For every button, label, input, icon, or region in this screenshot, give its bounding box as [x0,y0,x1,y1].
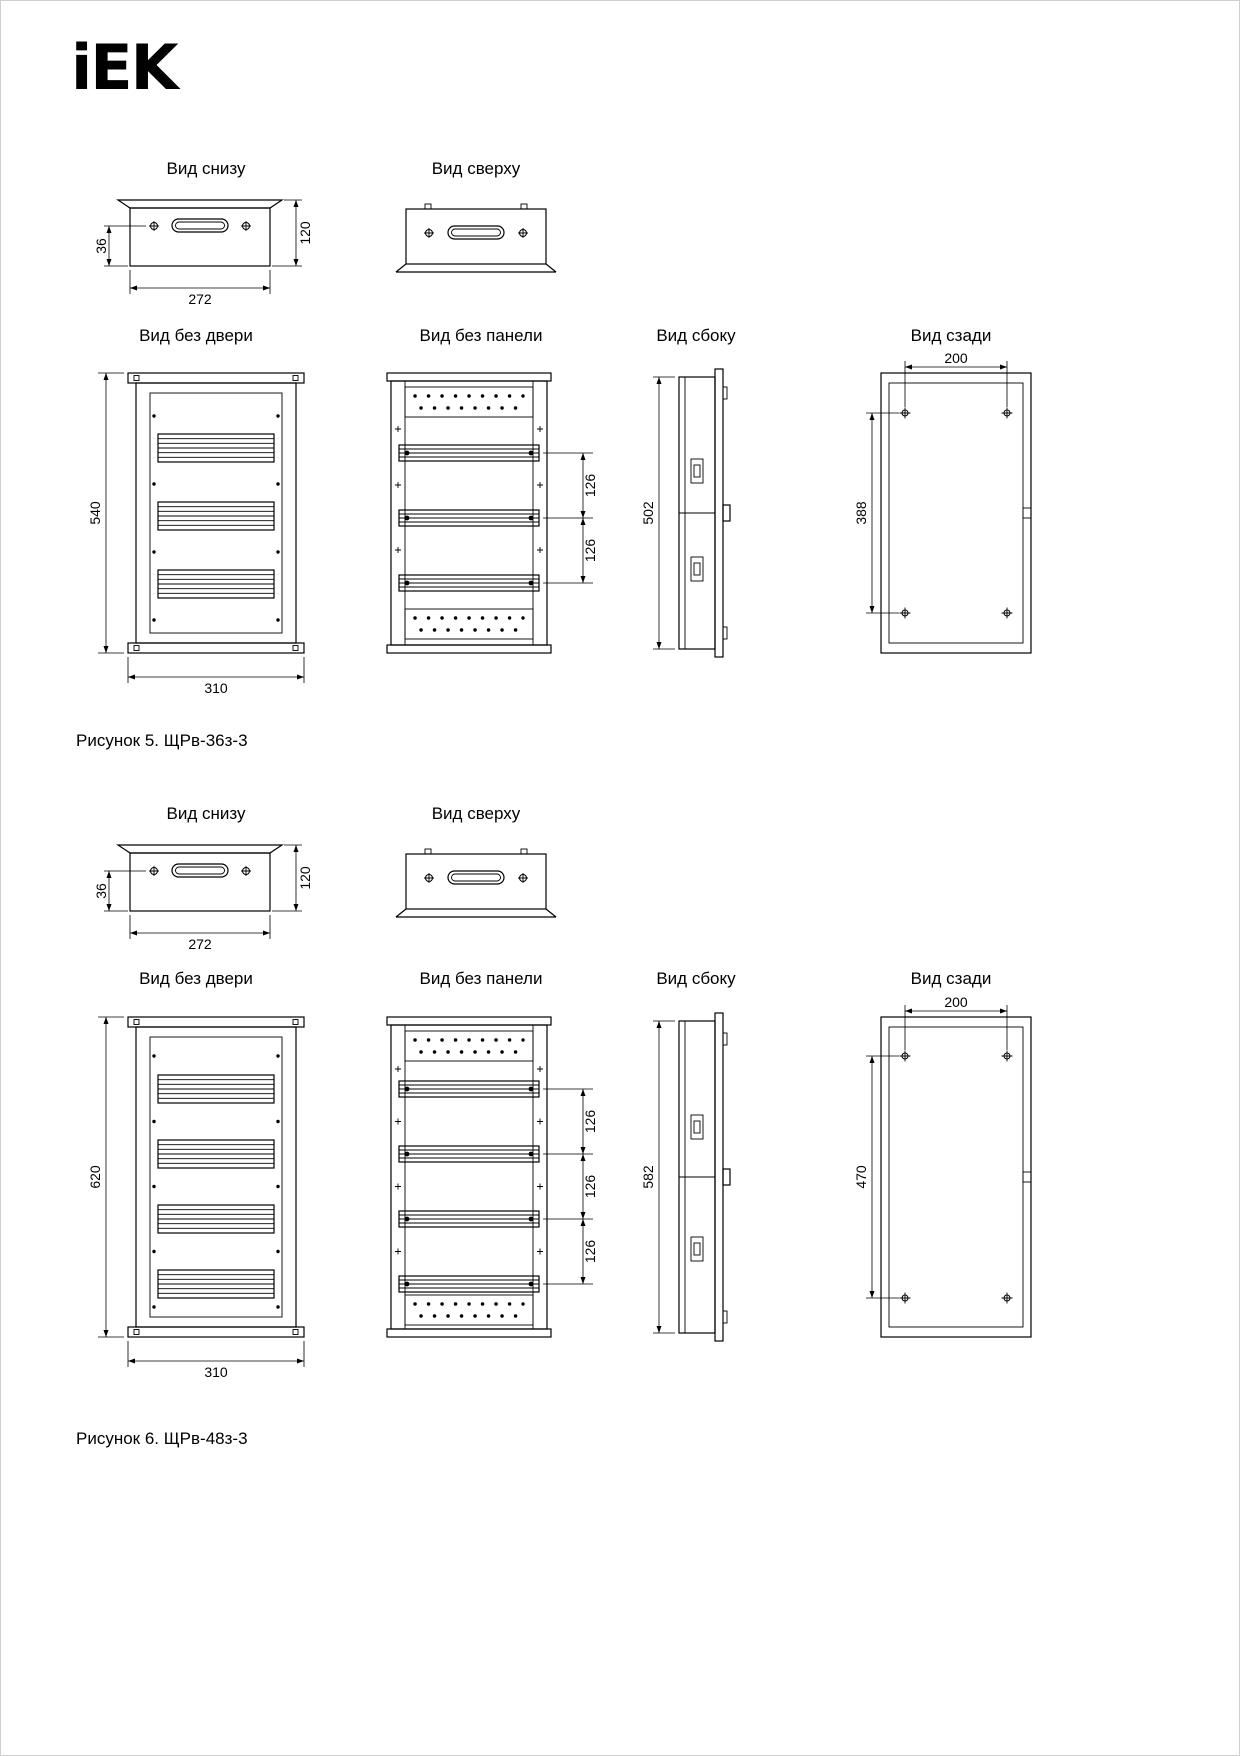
bottom-view-drawing-2 [93,831,316,966]
iek-logo: iEK [71,31,177,104]
view-title-side: Вид сбоку [656,326,736,345]
rear-view-drawing [853,350,1046,698]
dim-width-label: 272 [188,291,212,307]
dim-height-label: 388 [853,501,869,525]
no-panel-view-drawing [361,353,601,698]
bottom-view-drawing [93,186,316,321]
rear-view-dimensions [853,350,1007,613]
view-title-bottom: Вид снизу [166,159,246,178]
view-title-rear-2: Вид сзади [910,969,992,988]
dim-depth-label: 120 [297,221,313,245]
view-title-bottom-2: Вид снизу [166,804,246,823]
view-title-no-door: Вид без двери [139,326,253,345]
dim-rail-2-label: 126 [582,538,598,563]
side-view-outline [679,1013,730,1341]
rear-view-outline [881,1017,1031,1337]
dim-offset-label: 36 [93,238,109,254]
dim-offset-label: 36 [93,883,109,899]
dim-width-label: 200 [944,350,968,366]
dim-height-label: 470 [853,1165,869,1189]
no-panel-outline [387,373,551,653]
no-door-outline [128,1017,304,1337]
dim-width-label: 310 [204,680,228,696]
side-view-dimensions [640,377,675,649]
dim-width-label: 272 [188,936,212,952]
dim-depth-label: 120 [297,866,313,890]
dim-rail-2-label: 126 [582,1174,598,1199]
top-view-outline [396,204,556,272]
dim-height-label: 540 [87,501,103,525]
dim-height-label: 502 [640,501,656,525]
view-title-no-panel: Вид без панели [419,326,543,345]
dim-width-label: 200 [944,994,968,1010]
no-door-view-drawing-2 [76,997,316,1382]
bottom-view-outline [118,845,282,911]
dim-rail-1-label: 126 [582,1109,598,1134]
side-view-dimensions [640,1021,675,1333]
no-door-dimensions [87,373,304,696]
view-title-no-panel-2: Вид без панели [419,969,543,988]
view-title-side-2: Вид сбоку [656,969,736,988]
top-view-drawing-2 [391,836,561,946]
dim-height-label: 620 [87,1165,103,1189]
no-panel-dimensions [543,453,598,583]
view-title-rear: Вид сзади [910,326,992,345]
bottom-view-dimensions [93,200,313,307]
bottom-view-outline [118,200,282,266]
top-view-outline [396,849,556,917]
side-view-drawing-2 [641,997,751,1382]
figure-6-caption: Рисунок 6. ЩРв-48з-3 [76,1429,248,1448]
no-panel-dimensions [543,1089,598,1284]
figure-5-caption: Рисунок 5. ЩРв-36з-3 [76,731,248,750]
no-panel-outline [387,1017,551,1337]
side-view-outline [679,369,730,657]
dim-rail-1-label: 126 [582,473,598,498]
rear-view-drawing-2 [853,994,1046,1382]
dim-rail-3-label: 126 [582,1239,598,1264]
view-title-top-2: Вид сверху [431,804,521,823]
rear-view-outline [881,373,1031,653]
rear-view-dimensions [853,994,1007,1298]
view-title-top: Вид сверху [431,159,521,178]
top-view-drawing [391,191,561,301]
bottom-view-dimensions [93,845,313,952]
no-door-outline [128,373,304,653]
no-door-view-drawing [76,353,316,698]
no-door-dimensions [87,1017,304,1380]
view-title-no-door-2: Вид без двери [139,969,253,988]
dim-width-label: 310 [204,1364,228,1380]
side-view-drawing [641,353,751,698]
no-panel-view-drawing-2 [361,997,601,1382]
dim-height-label: 582 [640,1165,656,1189]
